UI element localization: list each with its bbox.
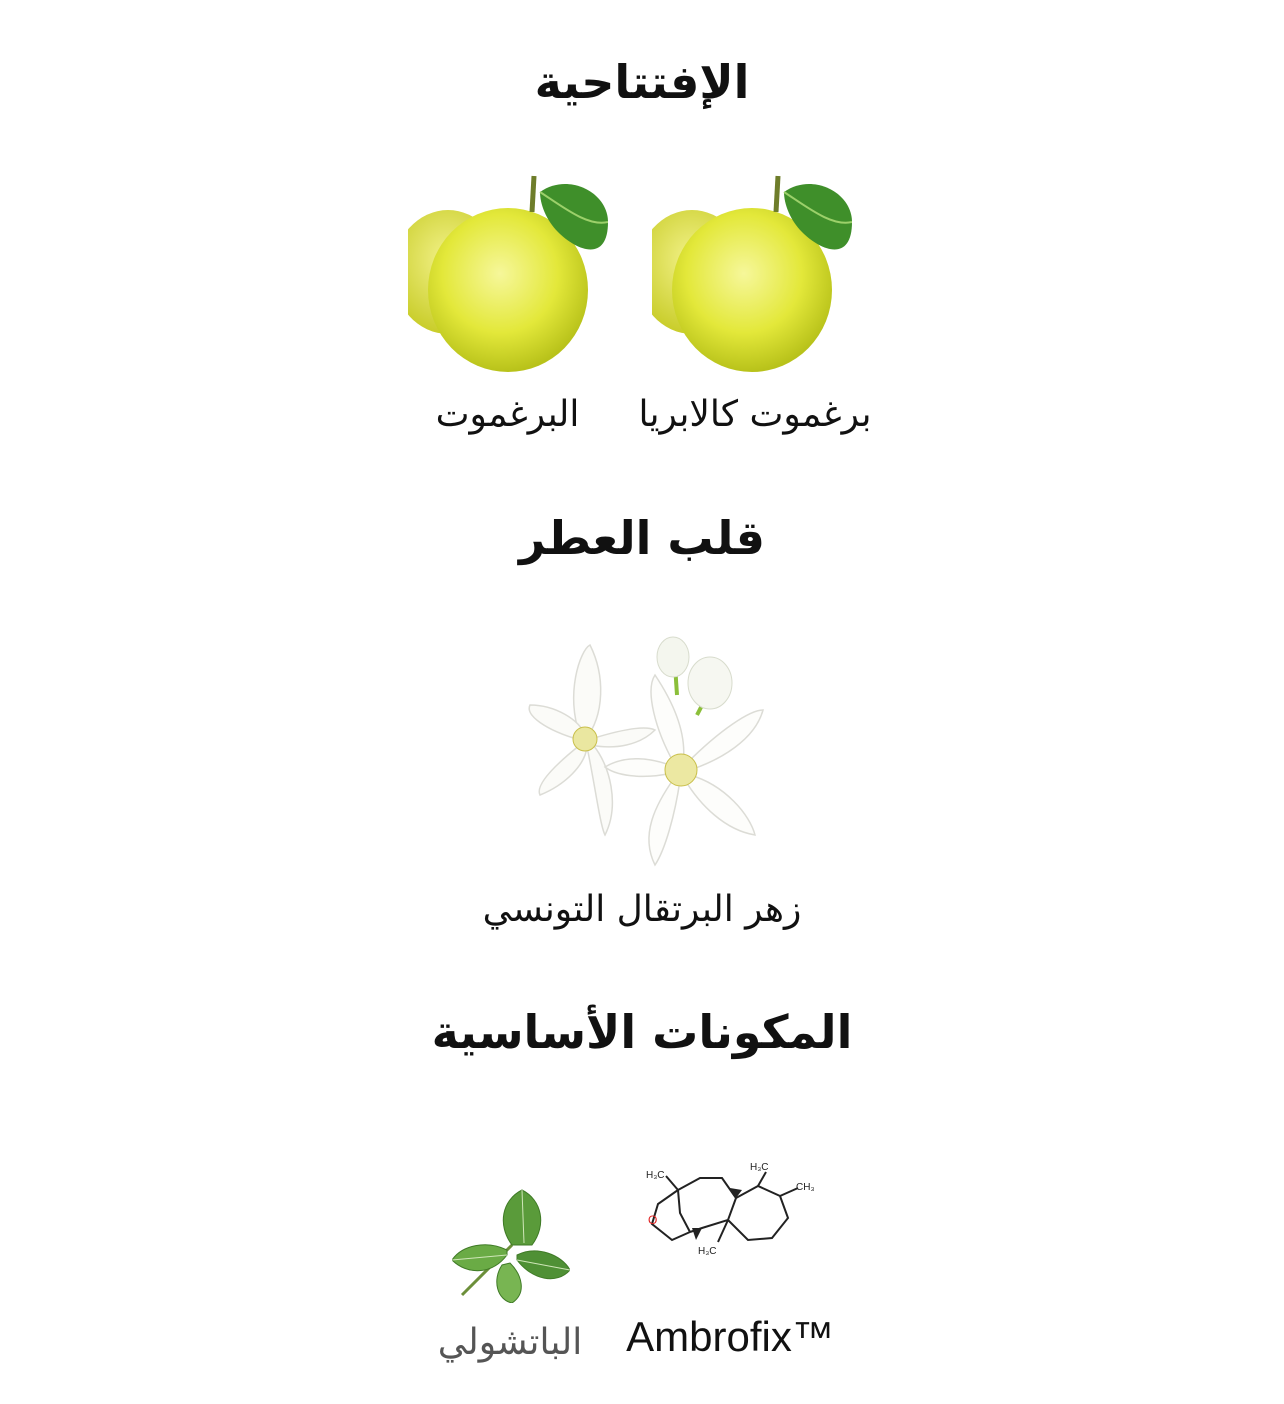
svg-text:H₃C: H₃C	[646, 1170, 665, 1181]
orange-blossom-flower-icon	[525, 635, 765, 870]
svg-text:CH₃: CH₃	[796, 1182, 815, 1193]
bergamot-fruit-icon	[652, 172, 852, 374]
section-title-heart-notes: قلب العطر	[518, 511, 766, 565]
svg-text:H₃C: H₃C	[698, 1246, 717, 1257]
bergamot-fruit-icon	[408, 172, 608, 374]
ingredient-label-ambrofix: Ambrofix™	[626, 1313, 834, 1360]
ambroxide-molecule-icon	[640, 1158, 825, 1258]
ingredient-label-tunisian-orange-blossom: زهر البرتقال التونسي	[482, 889, 802, 930]
ingredient-label-calabrian-bergamot: برغموت كالابريا	[638, 394, 872, 435]
section-title-top-notes: الإفتتاحية	[534, 55, 750, 109]
svg-text:O: O	[648, 1213, 658, 1227]
ingredient-label-bergamot: البرغموت	[435, 394, 580, 435]
patchouli-leaves-icon	[452, 1185, 570, 1303]
section-title-base-notes: المكونات الأساسية	[431, 1005, 853, 1059]
svg-text:H₃C: H₃C	[750, 1162, 769, 1173]
ingredient-label-patchouli: الباتشولي	[437, 1322, 583, 1363]
